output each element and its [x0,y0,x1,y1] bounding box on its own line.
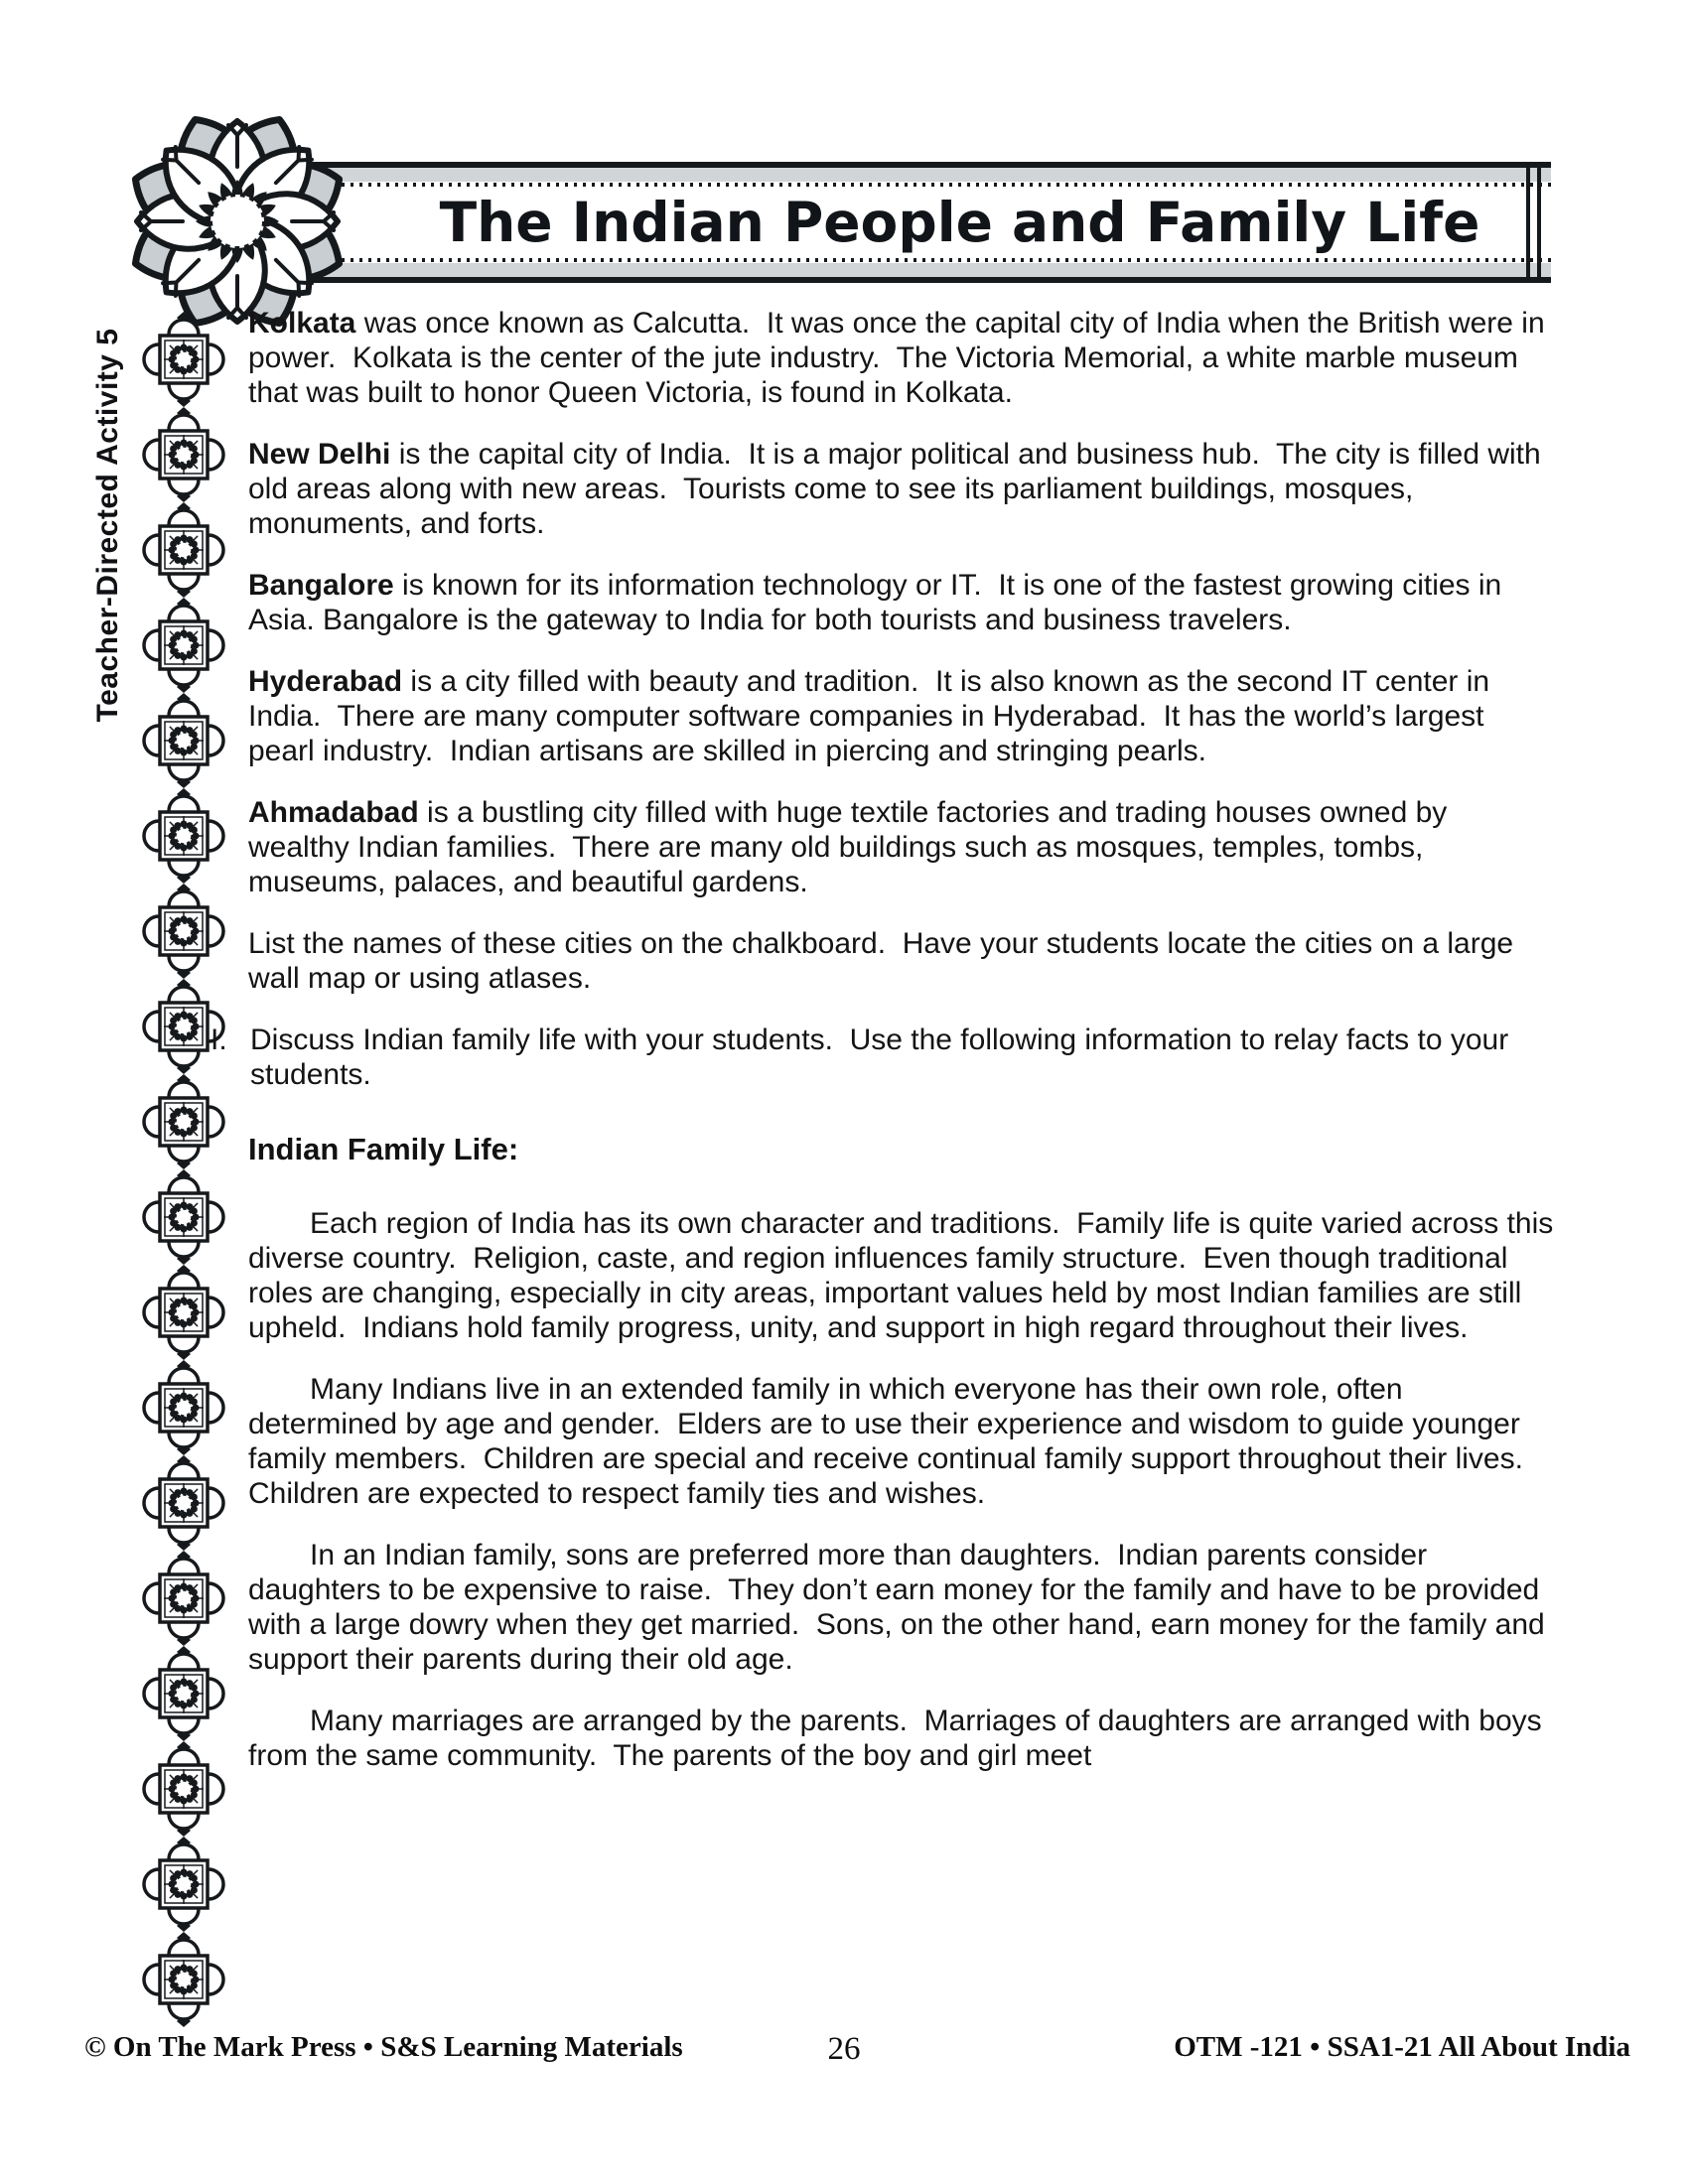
flower-medallion-icon [139,1551,228,1646]
family-paragraph: Each region of India has its own character and traditions. Family life is quite varied across this diverse country. Religion, caste, and region influences family structure. Even though traditional roles are changing, especially in city areas, important values held by most Indian families are still upheld. Indians hold family progress, unity, and support in high regard throughout their lives. [248,1207,1562,1344]
family-paragraph: In an Indian family, sons are preferred more than daughters. Indian parents consider daughters to be expensive to raise. They don’t earn money for the family and have to be provided with a large dowry when they get married. Sons, on the other hand, earn money for the family and support their parents during their old age. [248,1539,1554,1676]
city-name: Kolkata [248,307,356,340]
family-paragraph: Many Indians live in an extended family in which everyone has their own role, often determined by age and gender. Elders are to use their experience and wisdom to guide younger family members. Children are special and receive continual family support throughout their lives. Children are expected to respect family ties and wishes. [248,1373,1540,1510]
footer-page-number: 26 [827,2031,861,2067]
flower-medallion-icon [139,788,228,884]
activity-label: Teacher-Directed Activity 5 [91,328,124,723]
flower-medallion-icon [139,1360,228,1455]
banner-gray-band-top [234,168,1551,182]
title-banner [234,162,1551,283]
city-text: is known for its information technology or IT. It is one of the fastest growing cities in Asia. Bangalore is the gateway to India for both tourists and business travelers. [248,569,1508,636]
section-heading: Indian Family Life: [248,1132,519,1166]
flower-medallion-icon [139,312,228,407]
numbered-item-text: Discuss Indian family life with your students. Use the following information to relay facts to your students. [250,1024,1517,1091]
city-paragraph [248,664,1555,768]
city-paragraph [248,568,1555,637]
city-paragraph [248,795,1555,899]
city-text: was once known as Calcutta. It was once the capital city of India when the British were in power. Kolkata is the center of the jute industry. The Victoria Memorial, a white marble museum that was built to honor Queen Victoria, is found in Kolkata. [248,307,1553,409]
city-name: Hyderabad [248,665,403,698]
flower-medallion-icon [139,1646,228,1741]
city-paragraph [248,306,1555,410]
content [211,306,1562,1800]
city-name: New Delhi [248,438,391,471]
city-name: Bangalore [248,569,394,602]
footer-publisher: © On The Mark Press • S&S Learning Materials [84,2031,683,2063]
city-paragraph [248,437,1555,541]
city-text: is a bustling city filled with huge textile factories and trading houses owned by wealthy Indian families. There are many old buildings such as mosques, temples, tombs, museums, palaces, and beautiful gardens. [248,796,1456,898]
flower-medallion-icon [139,1265,228,1360]
city-text: is the capital city of India. It is a major political and business hub. The city is filled with old areas along with new areas. Tourists come to see its parliament buildings, mosques, monuments, and forts. [248,438,1550,540]
flower-medallion-icon [139,1169,228,1265]
city-text: is a city filled with beauty and tradition. It is also known as the second IT center in India. There are many computer software companies in Hyderabad. It has the world’s largest pearl industry. Indian artisans are skilled in piercing and stringing pearls. [248,665,1498,767]
flower-medallion-icon [139,1455,228,1551]
lotus-medallion-icon [125,109,350,334]
flower-medallion-icon [139,884,228,979]
page-title: The Indian People and Family Life [439,191,1480,254]
instruction-paragraph: List the names of these cities on the chalkboard. Have your students locate the cities on a large wall map or using atlases. [248,927,1522,995]
city-name: Ahmadabad [248,796,419,829]
footer [0,2031,1688,2073]
flower-medallion-icon [139,598,228,693]
flower-medallion-icon [139,407,228,502]
flower-medallion-icon [139,1741,228,1837]
flower-medallion-icon [139,1837,228,1932]
numbered-item-marker: I. [211,1024,227,1056]
flower-medallion-icon [139,502,228,598]
banner-right-cap [1526,168,1541,277]
numbered-item [211,1023,1555,1092]
medallion-chain [139,312,228,2027]
flower-medallion-icon [139,693,228,788]
footer-product-code: OTM -121 • SSA1-21 All About India [1174,2031,1630,2063]
banner-gray-band-bottom [234,263,1551,277]
family-paragraph: Many marriages are arranged by the parents. Marriages of daughters are arranged with boys from the same community. The parents of the boy and girl meet [248,1705,1550,1772]
flower-medallion-icon [139,1932,228,2027]
